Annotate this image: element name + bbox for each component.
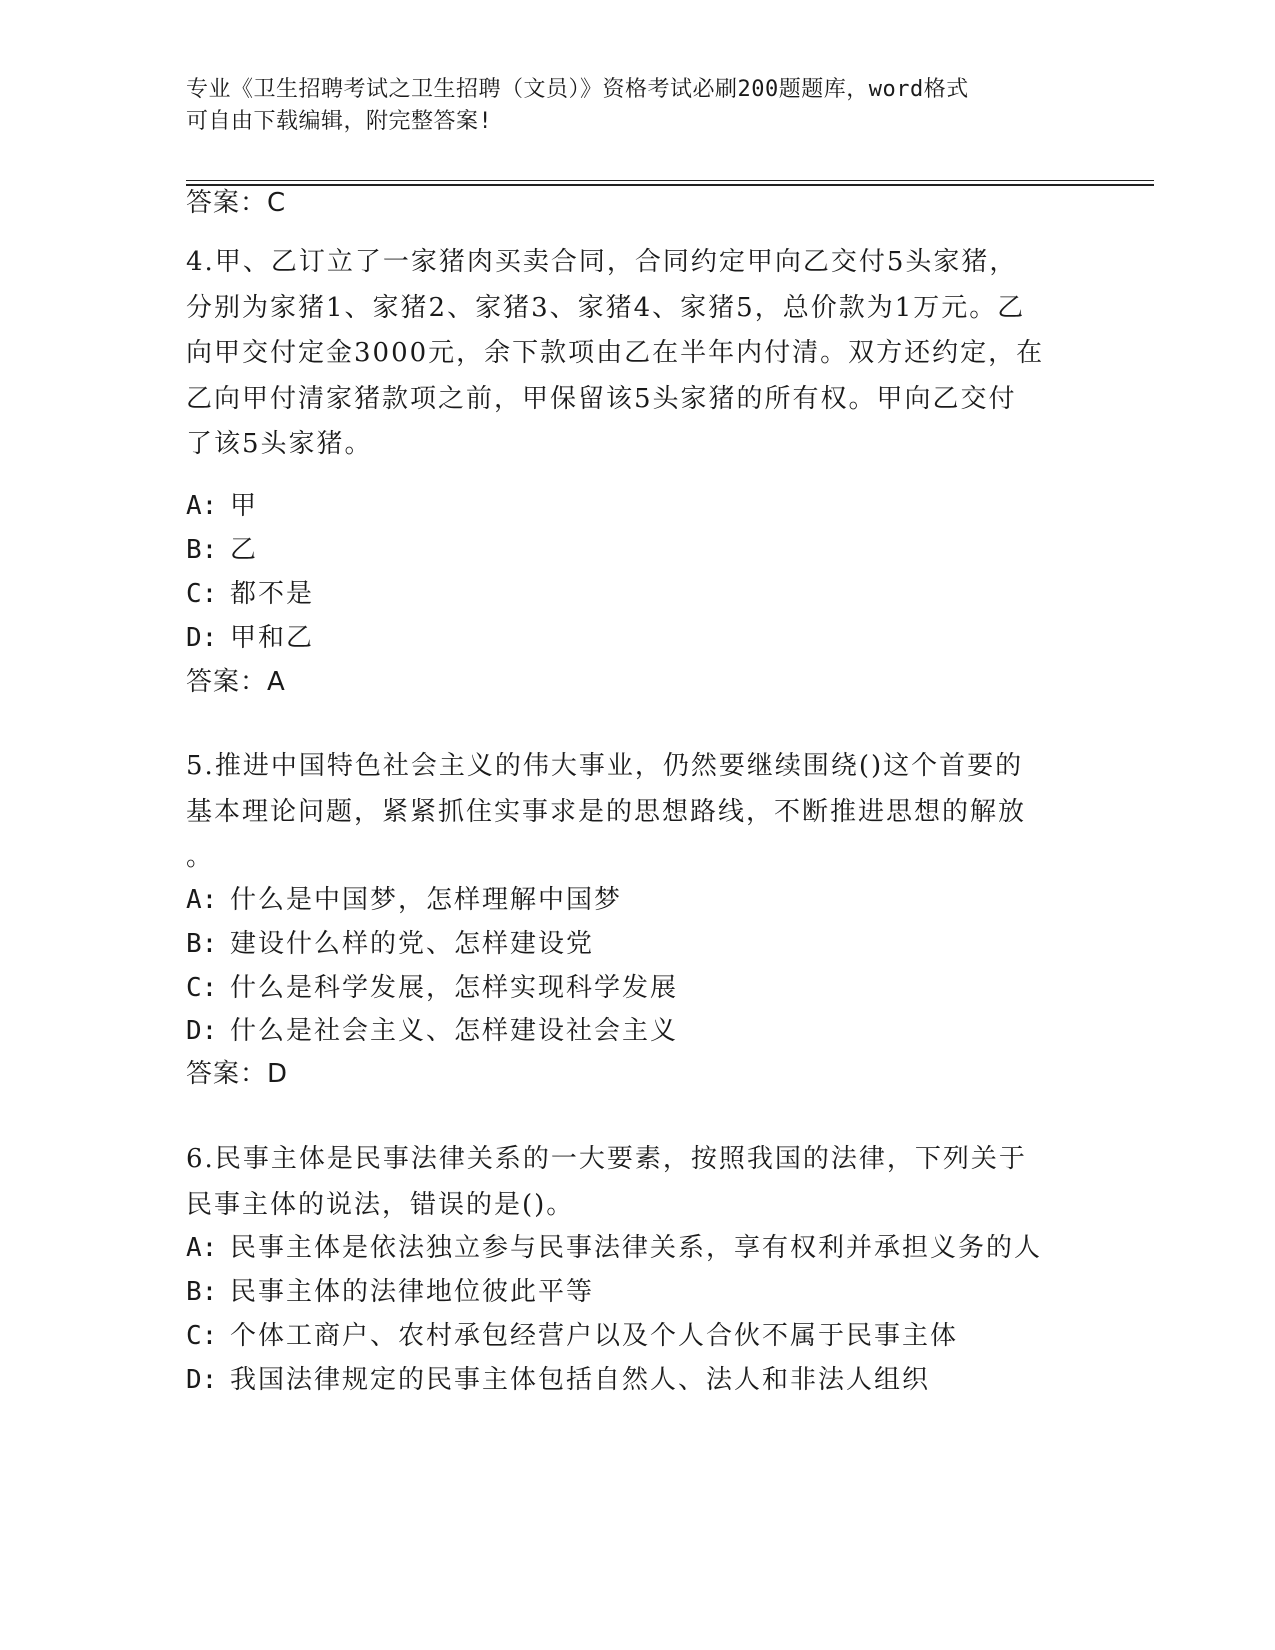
question-6-option-d	[186, 1362, 930, 1398]
option-label: D:	[186, 1365, 218, 1395]
answer-previous: 答案：C	[186, 188, 287, 218]
header-line-2: 可自由下载编辑，附完整答案!	[186, 109, 493, 134]
question-5-line-2: 基本理论问题，紧紧抓住实事求是的思想路线，不断推进思想的解放	[186, 796, 1027, 827]
question-4-option-a	[186, 488, 258, 524]
option-label: B:	[186, 535, 218, 565]
question-5-option-a	[186, 882, 622, 918]
question-4-line-5: 了该5头家猪。	[186, 429, 373, 459]
option-label: D:	[186, 1016, 218, 1046]
option-text: 什么是科学发展，怎样实现科学发展	[230, 973, 679, 1003]
option-label: B:	[186, 1277, 218, 1307]
option-text: 乙	[230, 535, 259, 565]
header-divider-thick	[186, 184, 1154, 186]
option-label: C:	[186, 973, 218, 1003]
question-5-line-1: 5.推进中国特色社会主义的伟大事业，仍然要继续围绕()这个首要的	[186, 751, 1024, 781]
option-text: 甲	[230, 491, 259, 521]
question-4-option-d	[186, 620, 314, 656]
option-text: 什么是中国梦，怎样理解中国梦	[230, 885, 623, 915]
question-6-option-b	[186, 1274, 594, 1310]
question-4-line-2: 分别为家猪1、家猪2、家猪3、家猪4、家猪5，总价款为1万元。乙	[186, 292, 1026, 323]
question-6-option-c	[186, 1318, 958, 1354]
option-label: A:	[186, 1233, 218, 1263]
question-4	[186, 240, 1086, 468]
question-number: 6.	[186, 1144, 215, 1174]
option-text: 建设什么样的党、怎样建设党	[230, 929, 595, 959]
option-text: 我国法律规定的民事主体包括自然人、法人和非法人组织	[230, 1365, 931, 1395]
option-label: A:	[186, 491, 218, 521]
question-5	[186, 744, 1086, 881]
option-label: A:	[186, 885, 218, 915]
option-label: D:	[186, 623, 218, 653]
option-text: 甲和乙	[230, 623, 315, 653]
question-5-option-b	[186, 926, 594, 962]
question-5-option-c	[186, 970, 678, 1006]
option-label: C:	[186, 579, 218, 609]
question-6-option-a	[186, 1230, 1042, 1266]
question-5-answer: 答案：D	[186, 1059, 289, 1089]
option-label: B:	[186, 929, 218, 959]
question-6	[186, 1137, 1086, 1228]
question-4-option-c	[186, 576, 314, 612]
option-label: C:	[186, 1321, 218, 1351]
option-text: 民事主体是依法独立参与民事法律关系，享有权利并承担义务的人	[230, 1233, 1043, 1263]
question-4-answer: 答案：A	[186, 667, 286, 697]
option-text: 什么是社会主义、怎样建设社会主义	[230, 1016, 679, 1046]
option-text: 民事主体的法律地位彼此平等	[230, 1277, 595, 1307]
question-4-option-b	[186, 532, 258, 568]
question-5-line-3: 。	[186, 842, 215, 872]
question-6-line-2: 民事主体的说法，错误的是()。	[186, 1189, 575, 1220]
document-header	[186, 74, 1086, 138]
question-number: 4.	[186, 247, 215, 277]
option-text: 个体工商户、农村承包经营户以及个人合伙不属于民事主体	[230, 1321, 959, 1351]
header-divider-thin	[186, 180, 1154, 181]
question-4-line-1: 4.甲、乙订立了一家猪肉买卖合同，合同约定甲向乙交付5头家猪，	[186, 247, 1018, 277]
option-text: 都不是	[230, 579, 315, 609]
question-6-line-1: 6.民事主体是民事法律关系的一大要素，按照我国的法律，下列关于	[186, 1144, 1027, 1174]
question-4-line-3: 向甲交付定金3000元，余下款项由乙在半年内付清。双方还约定，在	[186, 338, 1045, 368]
question-4-line-4: 乙向甲付清家猪款项之前，甲保留该5头家猪的所有权。甲向乙交付	[186, 383, 1017, 414]
question-number: 5.	[186, 751, 215, 781]
question-5-option-d	[186, 1013, 678, 1049]
header-line-1: 专业《卫生招聘考试之卫生招聘（文员）》资格考试必刷200题题库，word格式	[186, 77, 969, 102]
